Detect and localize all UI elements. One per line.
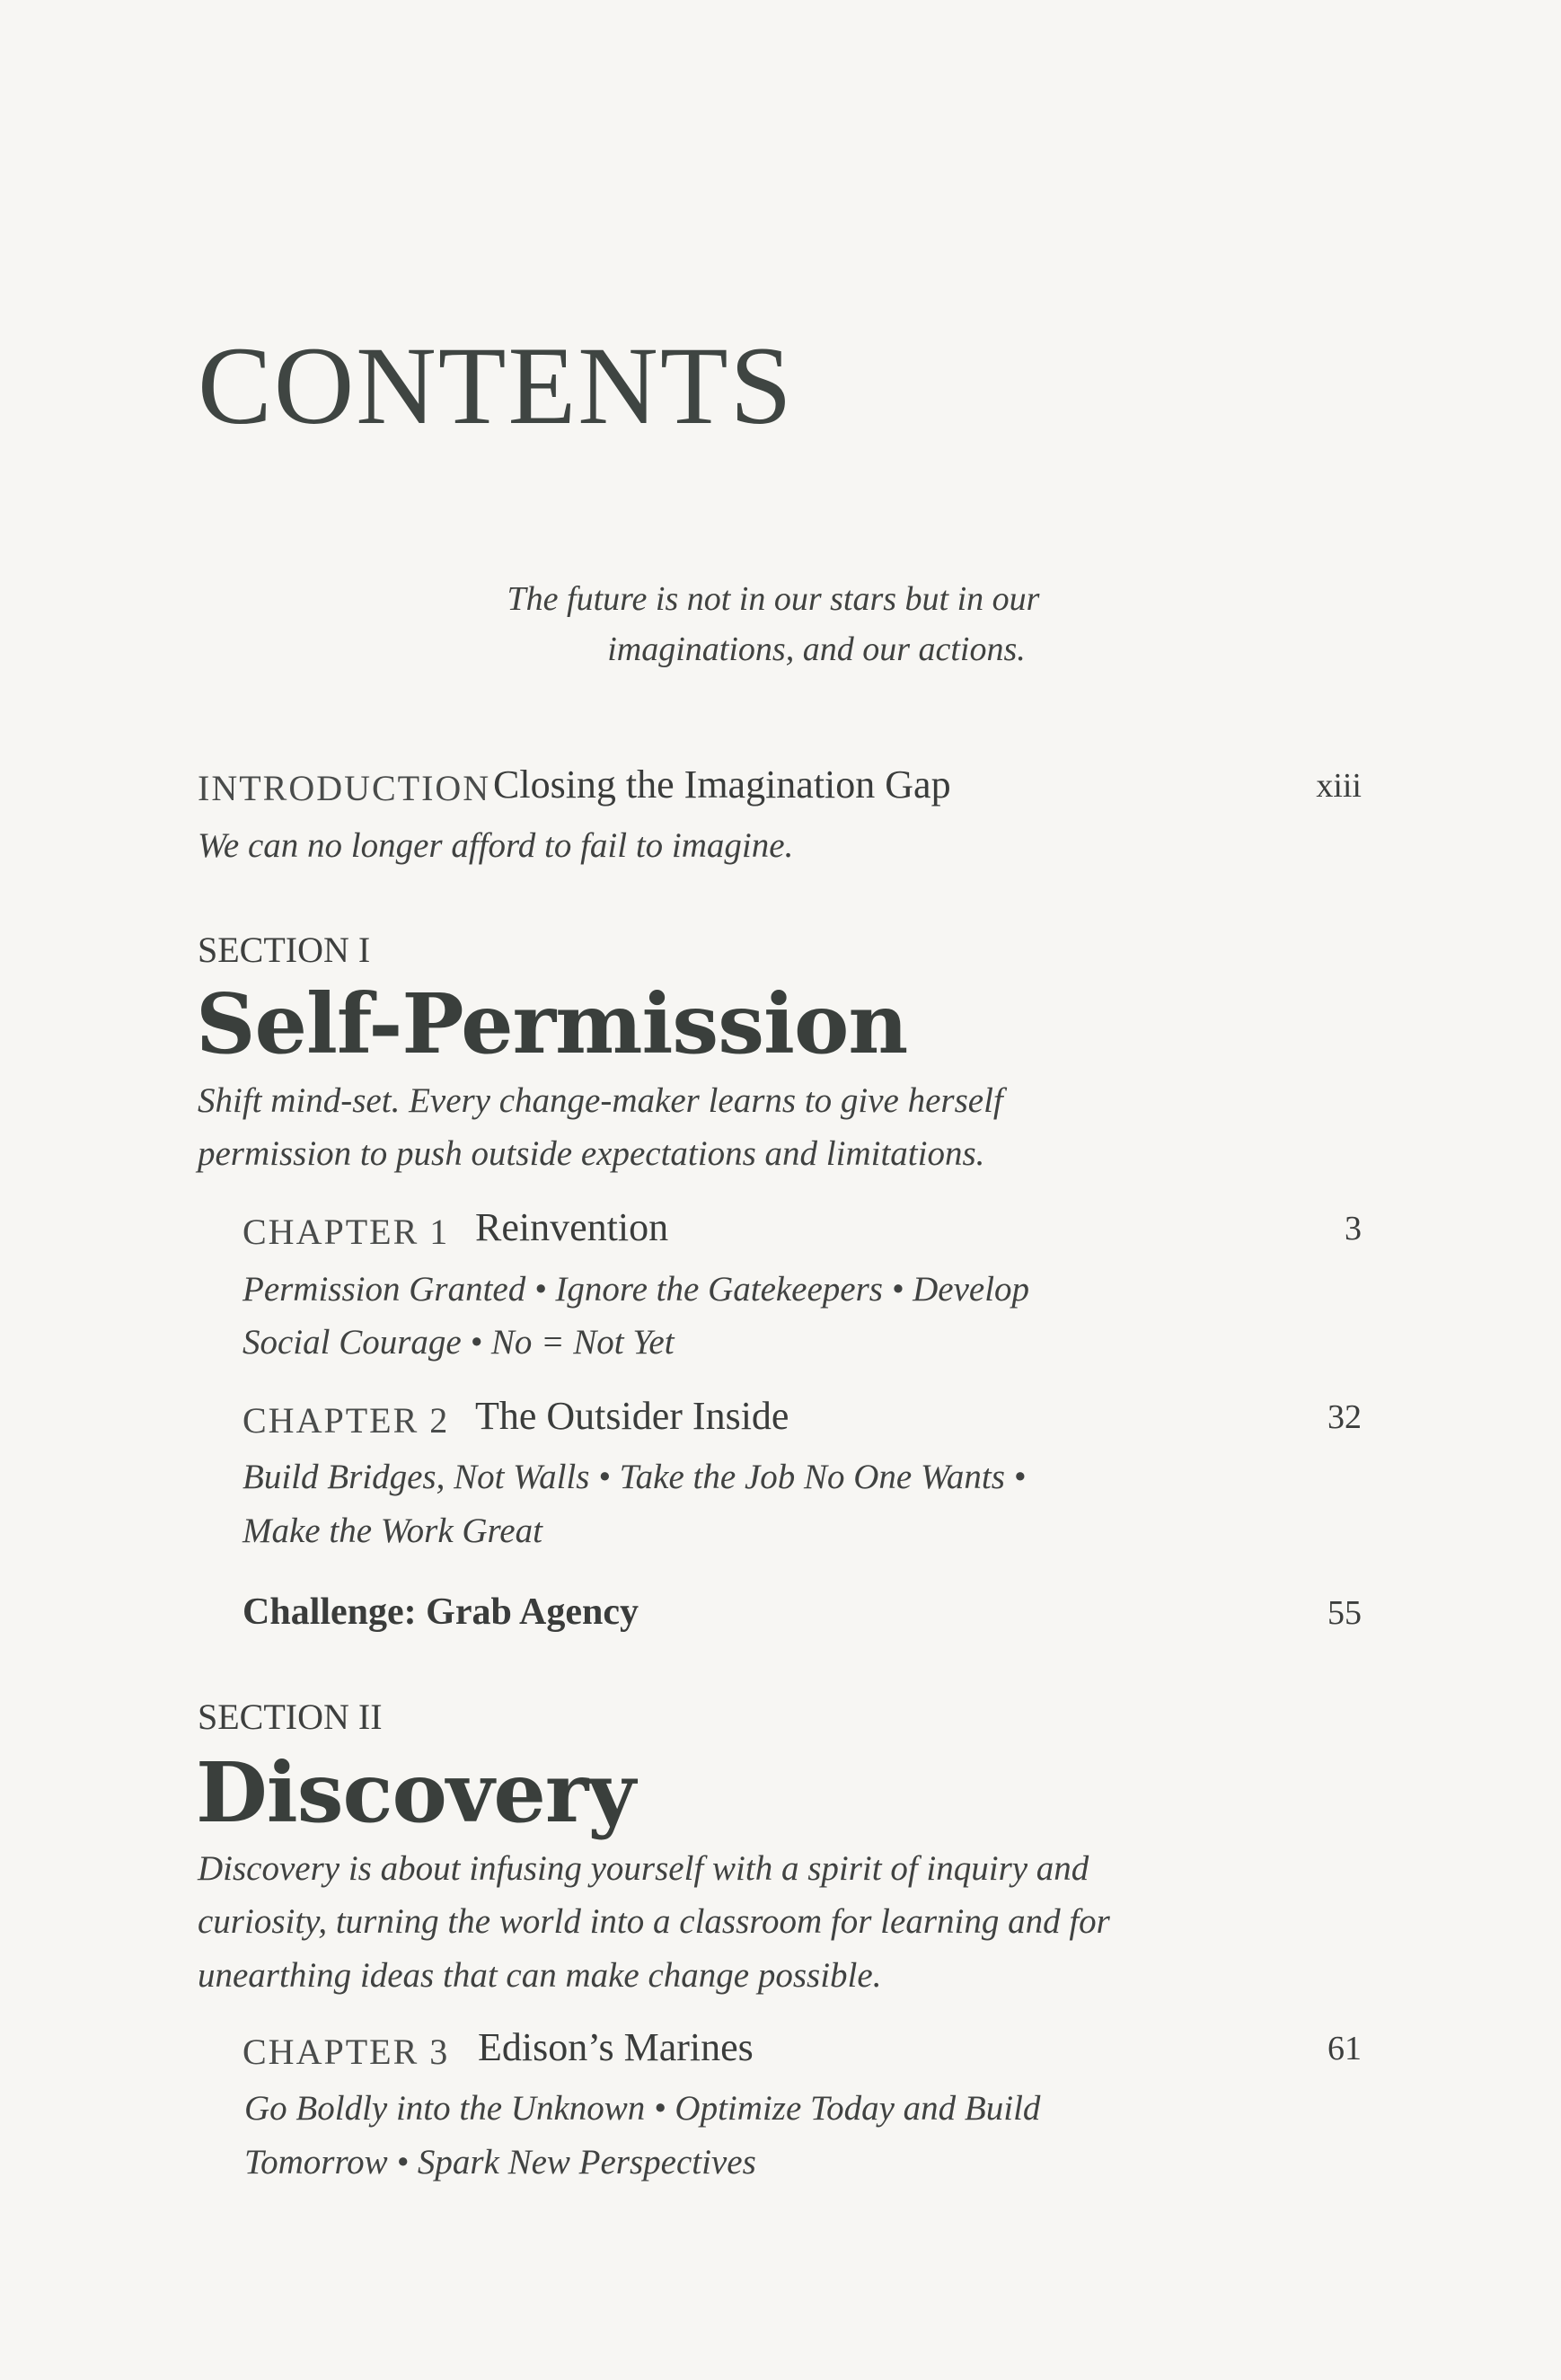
section-title: Self-Permission bbox=[196, 975, 908, 1072]
chapter-label: CHAPTER 3 bbox=[243, 2032, 450, 2072]
chapter-title: Reinvention bbox=[475, 1205, 669, 1249]
chapter-page: 3 bbox=[1345, 1210, 1362, 1247]
chapter-topics: Permission Granted • Ignore the Gatekeepers • Develop bbox=[243, 1270, 1030, 1309]
intro-title: Closing the Imagination Gap bbox=[493, 762, 951, 807]
chapter-title: Edison’s Marines bbox=[478, 2025, 754, 2069]
chapter-title: The Outsider Inside bbox=[475, 1394, 789, 1438]
challenge-title: Challenge: Grab Agency bbox=[243, 1591, 639, 1633]
chapter-topics: Go Boldly into the Unknown • Optimize Today and Build bbox=[244, 2089, 1041, 2128]
intro-label: INTRODUCTION bbox=[198, 768, 491, 808]
chapter-topics: Tomorrow • Spark New Perspectives bbox=[244, 2143, 756, 2182]
epigraph-line: The future is not in our stars but in our bbox=[507, 580, 1040, 618]
challenge-page: 55 bbox=[1327, 1594, 1362, 1632]
epigraph-line: imaginations, and our actions. bbox=[607, 630, 1026, 668]
chapter-topics: Make the Work Great bbox=[243, 1512, 542, 1550]
section-label: SECTION II bbox=[198, 1697, 383, 1737]
chapter-page: 32 bbox=[1327, 1398, 1362, 1436]
intro-subtitle: We can no longer afford to fail to imagine. bbox=[198, 826, 794, 865]
chapter-label: CHAPTER 1 bbox=[243, 1212, 450, 1252]
chapter-label: CHAPTER 2 bbox=[243, 1400, 450, 1441]
page-title: CONTENTS bbox=[198, 324, 794, 447]
chapter-topics: Social Courage • No = Not Yet bbox=[243, 1323, 675, 1362]
section-title: Discovery bbox=[196, 1744, 635, 1841]
intro-page: xiii bbox=[1316, 767, 1362, 805]
chapter-page: 61 bbox=[1327, 2030, 1362, 2067]
section-label: SECTION I bbox=[198, 930, 371, 970]
section-description: unearthing ideas that can make change possible. bbox=[198, 1956, 882, 1995]
chapter-topics: Build Bridges, Not Walls • Take the Job No One Wants • bbox=[243, 1458, 1027, 1496]
section-description: curiosity, turning the world into a classroom for learning and for bbox=[198, 1902, 1110, 1941]
section-description: Discovery is about infusing yourself with a spirit of inquiry and bbox=[198, 1849, 1089, 1888]
section-description: permission to push outside expectations and limitations. bbox=[198, 1134, 985, 1173]
section-description: Shift mind-set. Every change-maker learns to give herself bbox=[198, 1081, 1003, 1120]
